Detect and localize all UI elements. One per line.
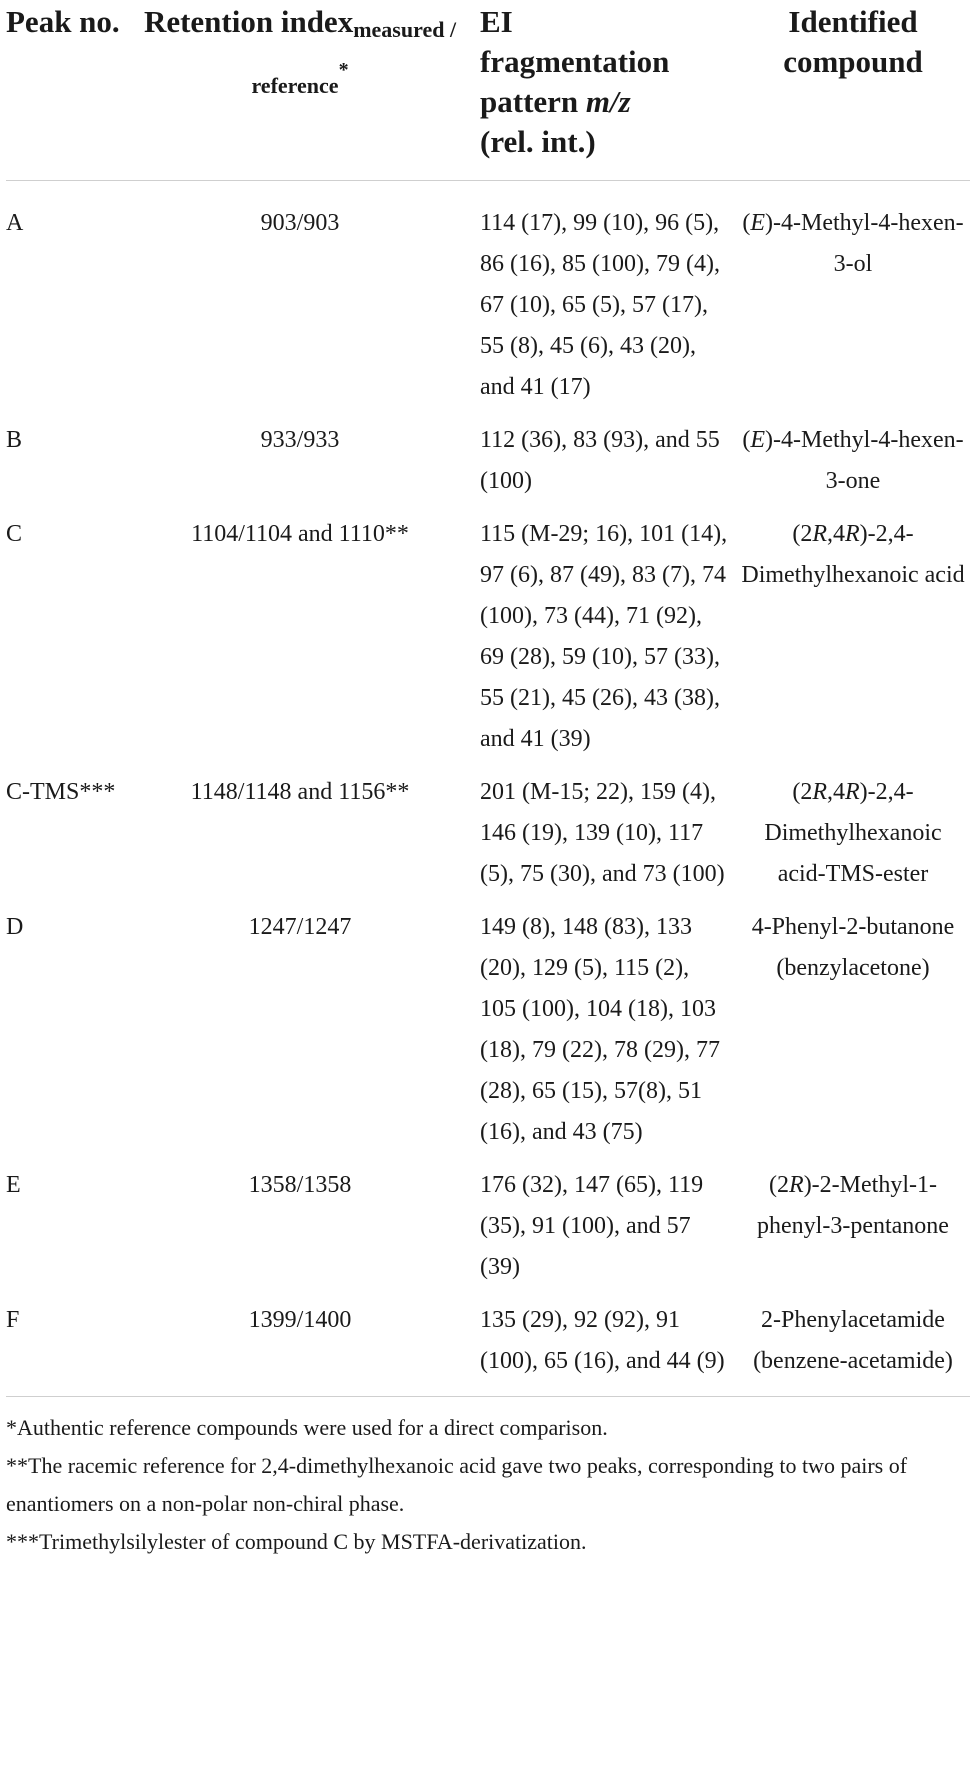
compound-cell xyxy=(736,1300,970,1396)
footnote: ***Trimethylsilylester of compound C by MSTFA-derivatization. xyxy=(6,1529,587,1554)
peak-cell: C-TMS*** xyxy=(6,779,116,805)
retention-index-cell: 1358/1358 xyxy=(248,1172,352,1198)
compound-name-part: )-4-Methyl-4-hexen-3-one xyxy=(765,427,964,494)
table-body xyxy=(6,181,970,1397)
fragmentation-cell: 112 (36), 83 (93), and 55 (100) xyxy=(480,427,720,494)
fragmentation-cell: 201 (M-15; 22), 159 (4), 146 (19), 139 (10), 117 (5), 75 (30), and 73 (100) xyxy=(480,779,725,887)
table-row xyxy=(6,1165,970,1300)
header-ei-mz: m/z xyxy=(585,84,631,119)
compound-name-part: R xyxy=(845,521,860,547)
header-ei-line2: fragmentation xyxy=(480,44,670,79)
header-ri-subscript: measured / reference xyxy=(251,17,457,98)
table-header xyxy=(6,0,970,181)
table-row xyxy=(6,1300,970,1396)
compound-cell xyxy=(736,907,970,1165)
compound-name-part: ( xyxy=(742,427,751,453)
compound-name-part: ( xyxy=(742,210,751,236)
peak-cell: B xyxy=(6,427,23,453)
compound-name-part: (2 xyxy=(769,1172,790,1198)
table-row xyxy=(6,772,970,907)
fragmentation-cell: 114 (17), 99 (10), 96 (5), 86 (16), 85 (100), 79 (4), 67 (10), 65 (5), 57 (17), 55 (8), 45 (6), 43 (20), and 41 (17) xyxy=(480,210,720,400)
compound-name-part: 2-Phenylacetamide (benzene-acetamide) xyxy=(753,1307,953,1374)
compound-name-part: R xyxy=(812,521,827,547)
table-row xyxy=(6,420,970,514)
compound-table xyxy=(6,0,970,1396)
compound-name-part: E xyxy=(750,427,766,453)
header-ei-line4: (rel. int.) xyxy=(480,124,596,159)
compound-name-part: (2 xyxy=(792,779,813,805)
compound-name-part: 4-Phenyl-2-butanone (benzylacetone) xyxy=(751,914,955,981)
compound-name-part: )-2,4-Dimethylhexanoic acid xyxy=(741,521,965,588)
header-ei-pattern-word: pattern xyxy=(480,84,586,119)
peak-cell: E xyxy=(6,1172,21,1198)
retention-index-cell: 903/903 xyxy=(260,210,340,236)
retention-index-cell: 1399/1400 xyxy=(248,1307,352,1333)
retention-index-cell: 1104/1104 and 1110** xyxy=(191,521,409,547)
peak-cell: D xyxy=(6,914,24,940)
compound-name-part: ,4 xyxy=(827,779,845,805)
compound-cell xyxy=(736,772,970,907)
header-retention-index xyxy=(126,0,474,181)
compound-name-part: (2 xyxy=(792,521,813,547)
header-ei-line1: EI xyxy=(480,4,513,39)
compound-cell xyxy=(736,181,970,421)
fragmentation-cell: 149 (8), 148 (83), 133 (20), 129 (5), 115 (2), 105 (100), 104 (18), 103 (18), 79 (22), 78 (29), 77 (28), 65 (15), 57(8), 51 (16), and 43 (75) xyxy=(480,914,720,1145)
header-compound: Identified compound xyxy=(736,0,970,181)
retention-index-cell: 1148/1148 and 1156** xyxy=(190,779,410,805)
table-row xyxy=(6,907,970,1165)
footnote: **The racemic reference for 2,4-dimethylhexanoic acid gave two peaks, corresponding to two pairs of enantiomers on a non-polar non-chiral phase. xyxy=(6,1453,908,1516)
retention-index-cell: 1247/1247 xyxy=(248,914,352,940)
fragmentation-cell: 115 (M-29; 16), 101 (14), 97 (6), 87 (49), 83 (7), 74 (100), 73 (44), 71 (92), 69 (28), 59 (10), 57 (33), 55 (21), 45 (26), 43 (38), and 41 (39) xyxy=(480,521,728,752)
header-ei-pattern xyxy=(474,0,736,181)
peak-cell: F xyxy=(6,1307,20,1333)
table-row xyxy=(6,181,970,421)
compound-name-part: E xyxy=(750,210,766,236)
compound-name-part: ,4 xyxy=(827,521,845,547)
compound-name-part: )-2-Methyl-1-phenyl-3-pentanone xyxy=(757,1172,949,1239)
compound-name-part: R xyxy=(789,1172,804,1198)
footnote: *Authentic reference compounds were used for a direct comparison. xyxy=(6,1415,608,1440)
fragmentation-cell: 135 (29), 92 (92), 91 (100), 65 (16), and 44 (9) xyxy=(480,1307,725,1374)
fragmentation-cell: 176 (32), 147 (65), 119 (35), 91 (100), and 57 (39) xyxy=(480,1172,704,1280)
compound-name-part: )-4-Methyl-4-hexen-3-ol xyxy=(765,210,964,277)
compound-cell xyxy=(736,420,970,514)
retention-index-cell: 933/933 xyxy=(260,427,340,453)
header-ri-main: Retention index xyxy=(143,4,354,39)
peak-cell: C xyxy=(6,521,23,547)
compound-name-part: R xyxy=(845,779,860,805)
header-ei-line3 xyxy=(480,82,730,122)
compound-cell xyxy=(736,514,970,772)
compound-name-part: )-2,4-Dimethylhexanoic acid-TMS-ester xyxy=(764,779,942,887)
compound-cell xyxy=(736,1165,970,1300)
table-row xyxy=(6,514,970,772)
compound-name-part: R xyxy=(812,779,827,805)
footnotes xyxy=(6,1396,970,1561)
header-ri-footnote-mark: * xyxy=(338,59,349,81)
header-peak: Peak no. xyxy=(6,0,126,181)
peak-cell: A xyxy=(6,210,24,236)
